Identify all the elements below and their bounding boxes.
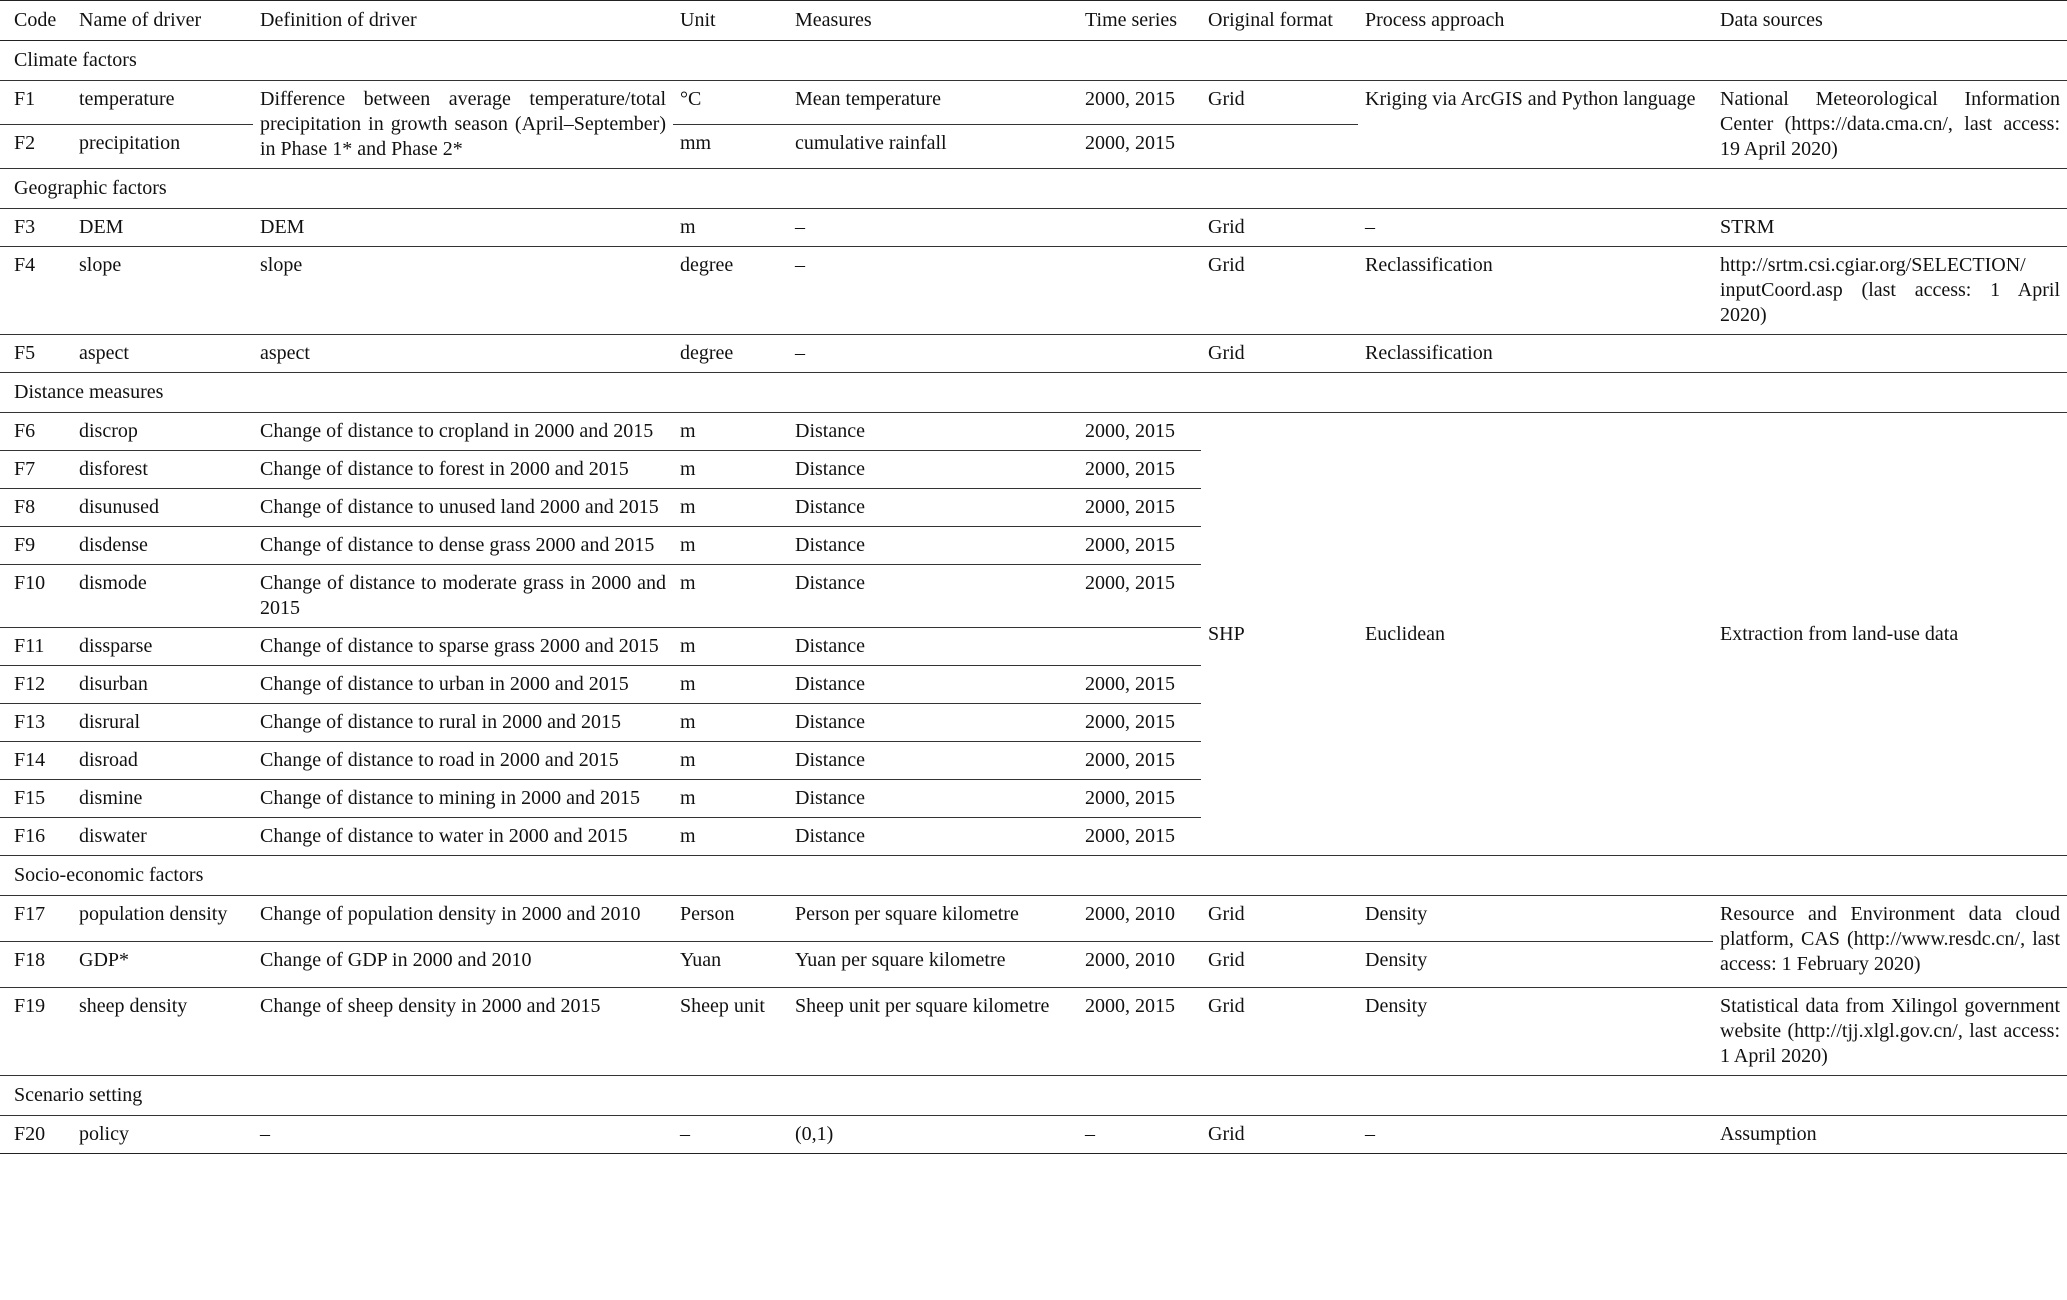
cell-code: F1 [0,81,72,125]
cell-name: disdense [72,527,253,565]
cell-time-series: 2000, 2015 [1078,666,1201,704]
cell-definition: aspect [260,342,310,364]
cell-time-series [1078,335,1201,373]
cell-source [1713,335,2067,373]
cell-code: F18 [0,942,72,988]
cell-name: dismode [72,565,253,628]
cell-time-series: 2000, 2015 [1078,81,1201,125]
table-row [0,896,2067,942]
cell-source: STRM [1713,209,2067,247]
cell-name: disunused [72,489,253,527]
cell-code: F16 [14,825,46,847]
cell-name: GDP* [72,942,253,988]
cell-source: Assumption [1713,1116,2067,1154]
cell-format: Grid [1201,942,1358,988]
cell-measures: Distance [788,780,1078,818]
cell-definition: Change of distance to unused land 2000 and 2015 [253,489,673,527]
cell-measures: Person per square kilometre [788,896,1078,942]
cell-definition: – [253,1116,673,1154]
cell-definition: Change of distance to rural in 2000 and 2015 [253,704,673,742]
cell-definition: Change of distance to water in 2000 and 2015 [260,825,628,847]
cell-process: Reclassification [1365,342,1493,364]
cell-unit: – [673,1116,788,1154]
cell-code: F2 [14,132,36,154]
cell-time-series: 2000, 2010 [1078,896,1201,942]
cell-unit: Person [673,896,788,942]
header-measures: Measures [788,1,1078,41]
cell-unit: m [673,413,788,451]
cell-name: dismine [72,780,253,818]
cell-measures: – [788,209,1078,247]
cell-name: disforest [72,451,253,489]
cell-measures: Sheep unit per square kilometre [795,995,1050,1017]
section-title: Distance measures [0,373,2067,413]
cell-code: F10 [0,565,72,628]
cell-code: F5 [14,342,36,364]
cell-definition: Change of distance to moderate grass in 2000 and 2015 [253,565,673,628]
cell-name: temperature [72,81,253,125]
cell-code: F12 [0,666,72,704]
cell-name: sheep density [79,995,188,1017]
cell-definition: Difference between average temperature/total precipitation in growth season (April–September) in Phase 1* and Phase 2* [260,88,666,160]
header-process-approach: Process approach [1358,1,1713,41]
cell-name: disurban [72,666,253,704]
cell-name: slope [72,247,253,335]
cell-format: SHP [1208,622,1245,645]
cell-code: F15 [0,780,72,818]
cell-time-series [1078,247,1201,335]
cell-time-series: 2000, 2015 [1078,527,1201,565]
section-title: Geographic factors [0,169,2067,209]
cell-code: F19 [14,995,46,1017]
cell-definition: Change of GDP in 2000 and 2010 [253,942,673,988]
cell-time-series: 2000, 2015 [1078,451,1201,489]
cell-process: – [1358,209,1713,247]
cell-unit: degree [673,247,788,335]
table-row [0,335,2067,373]
cell-definition: Change of distance to forest in 2000 and 2015 [253,451,673,489]
cell-time-series: 2000, 2015 [1078,565,1201,628]
cell-unit: m [673,780,788,818]
section-title: Climate factors [0,41,2067,81]
cell-unit: m [673,742,788,780]
cell-measures: Distance [788,527,1078,565]
cell-definition: DEM [253,209,673,247]
cell-name: DEM [72,209,253,247]
cell-measures: Mean temperature [788,81,1078,125]
cell-code: F9 [0,527,72,565]
cell-unit: m [673,666,788,704]
table-row [0,988,2067,1076]
cell-code: F4 [0,247,72,335]
cell-measures: Distance [788,704,1078,742]
cell-format: Grid [1201,209,1358,247]
cell-unit: m [673,489,788,527]
cell-code: F13 [0,704,72,742]
cell-definition: Change of distance to sparse grass 2000 and 2015 [253,628,673,666]
cell-unit: m [673,565,788,628]
header-time-series: Time series [1078,1,1201,41]
cell-unit: Yuan [673,942,788,988]
cell-measures: Distance [788,628,1078,666]
cell-time-series: 2000, 2015 [1085,995,1175,1017]
cell-time-series: 2000, 2010 [1078,942,1201,988]
cell-process: – [1358,1116,1713,1154]
cell-name: policy [72,1116,253,1154]
cell-code: F7 [0,451,72,489]
cell-unit: degree [680,342,734,364]
cell-definition: Change of distance to cropland in 2000 and 2015 [253,413,673,451]
cell-format: Grid [1201,1116,1358,1154]
cell-definition: Change of distance to mining in 2000 and 2015 [253,780,673,818]
header-name: Name of driver [72,1,253,41]
cell-time-series: 2000, 2015 [1078,704,1201,742]
header-unit: Unit [673,1,788,41]
cell-code: F17 [0,896,72,942]
cell-measures: – [788,247,1078,335]
cell-measures: Distance [788,666,1078,704]
cell-measures: Distance [788,742,1078,780]
section-row-socio-economic [0,856,2067,896]
cell-process: Density [1358,942,1713,988]
section-row-climate [0,41,2067,81]
table-row [0,413,2067,451]
cell-time-series: 2000, 2015 [1078,780,1201,818]
cell-format: Grid [1208,342,1245,364]
cell-measures: Distance [788,489,1078,527]
cell-process: Kriging via ArcGIS and Python language [1365,88,1696,110]
cell-code: F20 [0,1116,72,1154]
cell-time-series: – [1078,1116,1201,1154]
section-row-distance [0,373,2067,413]
cell-name: population density [72,896,253,942]
cell-unit: m [673,628,788,666]
cell-format: Grid [1201,896,1358,942]
cell-process: Reclassification [1358,247,1713,335]
cell-format: Grid [1201,81,1358,125]
cell-time-series: 2000, 2015 [1078,413,1201,451]
header-original-format: Original format [1201,1,1358,41]
header-definition: Definition of driver [253,1,673,41]
cell-source: Resource and Environment data cloud platform, CAS (http://www.resdc.cn/, last access: 1 February 2020) [1713,896,2067,988]
cell-format: Grid [1208,995,1245,1017]
cell-measures: Distance [788,565,1078,628]
cell-definition: Change of population density in 2000 and 2010 [253,896,673,942]
cell-format: Grid [1201,247,1358,335]
cell-definition: Change of sheep density in 2000 and 2015 [260,995,601,1017]
table-row [0,1116,2067,1154]
cell-source: Statistical data from Xilingol government website (http://tjj.xlgl.gov.cn/, last access: 1 April 2020) [1720,995,2060,1067]
cell-measures: cumulative rainfall [795,132,947,154]
cell-unit: m [673,527,788,565]
cell-time-series [1078,209,1201,247]
cell-code: F11 [0,628,72,666]
cell-measures: Yuan per square kilometre [788,942,1078,988]
cell-time-series: 2000, 2015 [1085,132,1175,154]
cell-definition: slope [253,247,673,335]
cell-unit: m [673,209,788,247]
table-header-row [0,1,2067,41]
cell-name: diswater [79,825,147,847]
cell-unit: m [673,704,788,742]
cell-unit: m [673,451,788,489]
cell-name: discrop [72,413,253,451]
cell-code: F6 [0,413,72,451]
cell-code: F14 [0,742,72,780]
section-title: Socio-economic factors [0,856,2067,896]
cell-definition: Change of distance to dense grass 2000 and 2015 [253,527,673,565]
cell-measures: Distance [788,451,1078,489]
cell-name: aspect [79,342,129,364]
cell-name: precipitation [79,132,181,154]
cell-unit: mm [680,132,712,154]
table-row [0,247,2067,335]
cell-measures: Distance [788,413,1078,451]
cell-unit: Sheep unit [680,995,765,1017]
cell-time-series: 2000, 2015 [1078,742,1201,780]
cell-definition: Change of distance to road in 2000 and 2015 [253,742,673,780]
cell-format [1201,125,1358,169]
cell-measures: (0,1) [788,1116,1078,1154]
cell-unit: m [680,825,696,847]
header-data-sources: Data sources [1713,1,2067,41]
cell-time-series: 2000, 2015 [1085,825,1175,847]
cell-measures: Distance [795,825,865,847]
cell-process: Density [1358,896,1713,942]
section-title: Scenario setting [0,1076,2067,1116]
cell-definition: Change of distance to urban in 2000 and 2015 [253,666,673,704]
section-row-geographic [0,169,2067,209]
cell-time-series: 2000, 2015 [1078,489,1201,527]
cell-name: dissparse [72,628,253,666]
cell-process: Density [1365,995,1428,1017]
cell-code: F3 [0,209,72,247]
cell-source: Extraction from land-use data [1720,622,1959,645]
cell-name: disrural [72,704,253,742]
cell-time-series [1078,628,1201,666]
cell-source: http://srtm.csi.cgiar.org/SELECTION/ inputCoord.asp (last access: 1 April 2020) [1713,247,2067,335]
cell-source: National Meteorological Information Center (https://data.cma.cn/, last access: 19 April 2020) [1720,88,2060,160]
section-row-scenario [0,1076,2067,1116]
table-row [0,209,2067,247]
header-code: Code [0,1,72,41]
cell-code: F8 [0,489,72,527]
cell-process: Euclidean [1365,622,1445,645]
cell-unit: °C [673,81,788,125]
cell-measures: – [795,342,805,364]
table-row [0,81,2067,125]
cell-name: disroad [72,742,253,780]
